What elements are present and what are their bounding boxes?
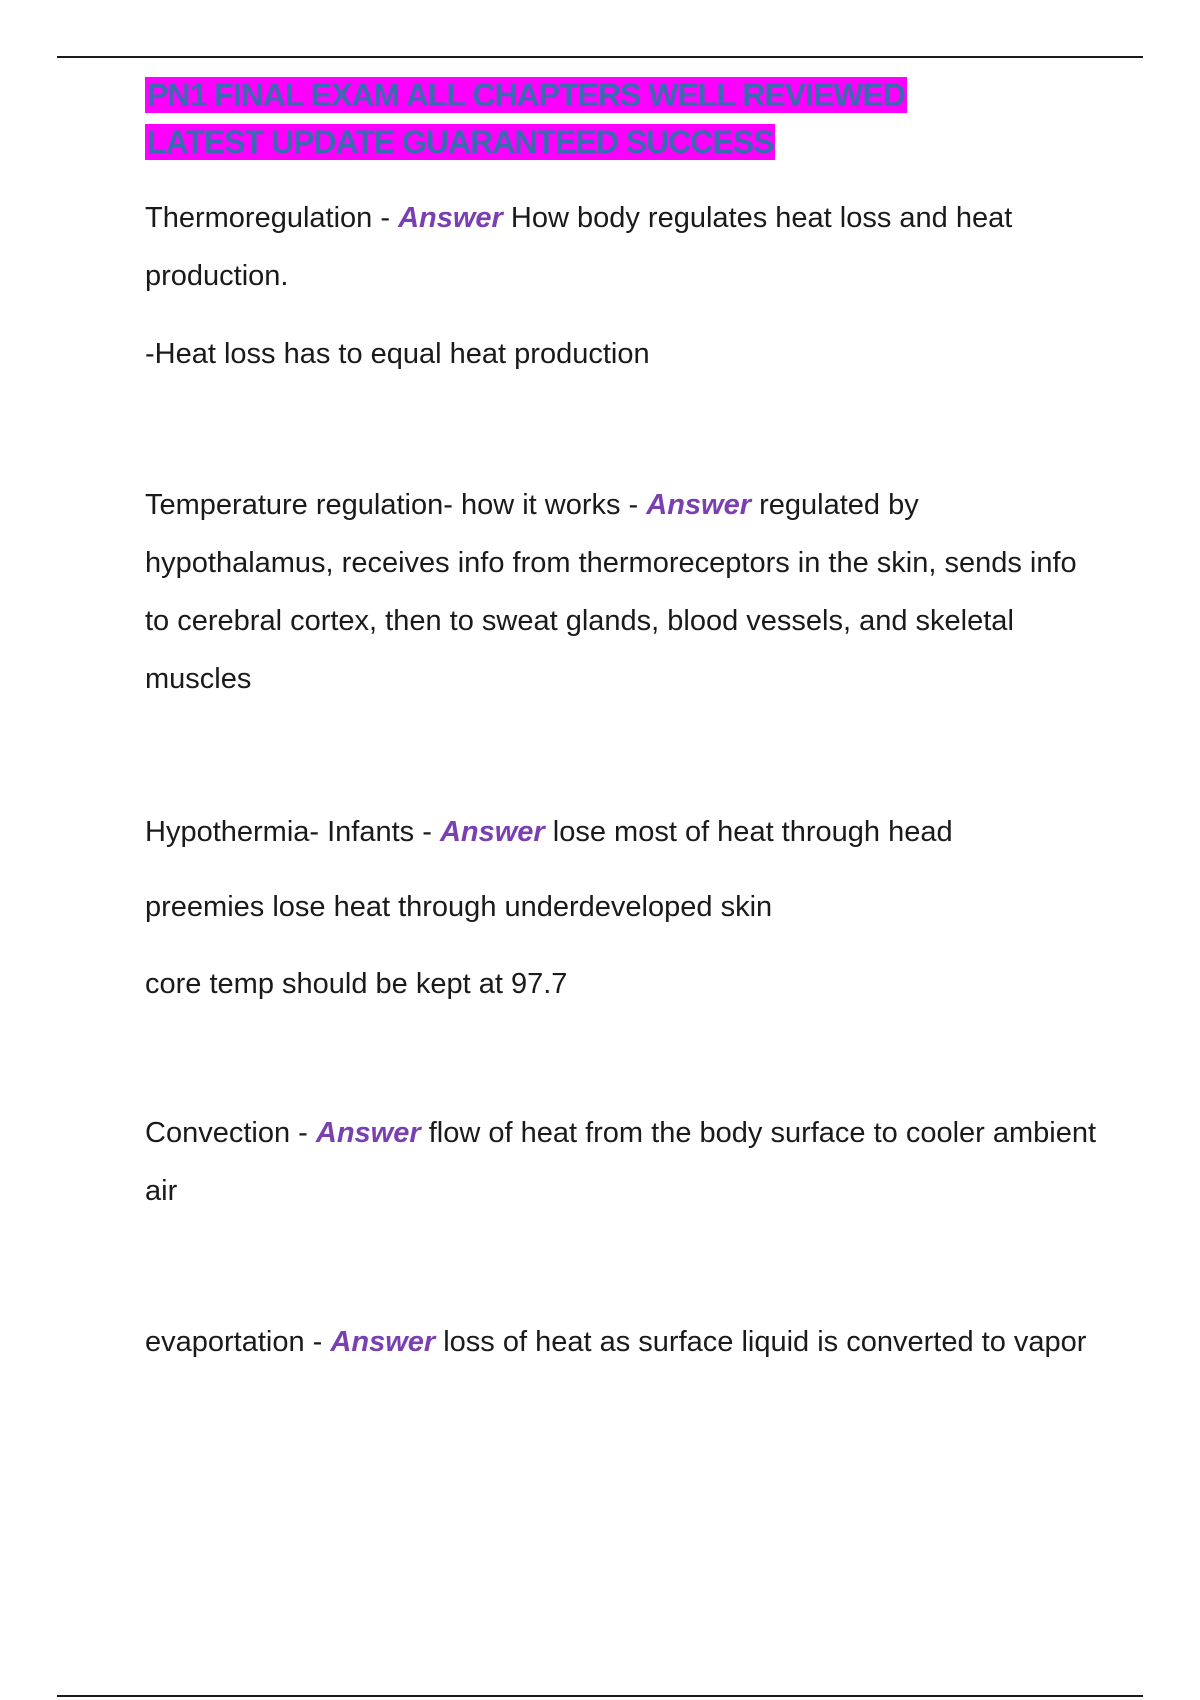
entry-answer: flow of heat from the body surface to cooler ambient air [145,1117,1097,1207]
entry-hypothermia-extra-2: core temp should be kept at 97.7 [145,968,568,1000]
title-line-1: PN1 FINAL EXAM ALL CHAPTERS WELL REVIEWED [147,77,905,113]
answer-label: Answer [315,1117,421,1149]
top-rule [57,56,1143,58]
document-title [145,72,1045,166]
entry-thermoregulation [145,189,1105,305]
answer-label: Answer [439,816,545,848]
answer-label: Answer [330,1326,436,1358]
entry-answer: lose most of heat through head [552,816,953,848]
bottom-rule [57,1695,1143,1697]
entry-term: Thermoregulation [145,202,373,234]
entry-separator: - [372,202,399,234]
entry-separator: - [414,816,440,848]
entry-temperature-regulation [145,476,1105,708]
title-line-2: LATEST UPDATE GUARANTEED SUCCESS [147,124,774,160]
entry-convection [145,1104,1105,1220]
entry-separator: - [620,489,647,521]
entry-answer: loss of heat as surface liquid is converted to vapor [443,1326,1087,1358]
entry-separator: - [304,1326,331,1358]
answer-label: Answer [646,489,752,521]
entry-term: evaportation [145,1326,305,1358]
entry-separator: - [290,1117,316,1149]
entry-thermoregulation-extra: -Heat loss has to equal heat production [145,338,650,370]
entry-evaportation [145,1313,1105,1371]
answer-label: Answer [398,202,503,234]
entry-answer: regulated by hypothalamus, receives info from thermoreceptors in the skin, sends info to cerebral cortex, then to sweat glands, blood vessels, and skeletal muscles [145,489,1077,695]
entry-hypothermia-infants [145,803,1105,861]
entry-hypothermia-extra-1: preemies lose heat through underdeveloped skin [145,891,773,923]
entry-term: Temperature regulation- how it works [145,489,621,521]
entry-term: Convection [145,1117,291,1149]
entry-answer: How body regulates heat loss and heat production. [145,202,1013,292]
entry-term: Hypothermia- Infants [145,816,415,848]
